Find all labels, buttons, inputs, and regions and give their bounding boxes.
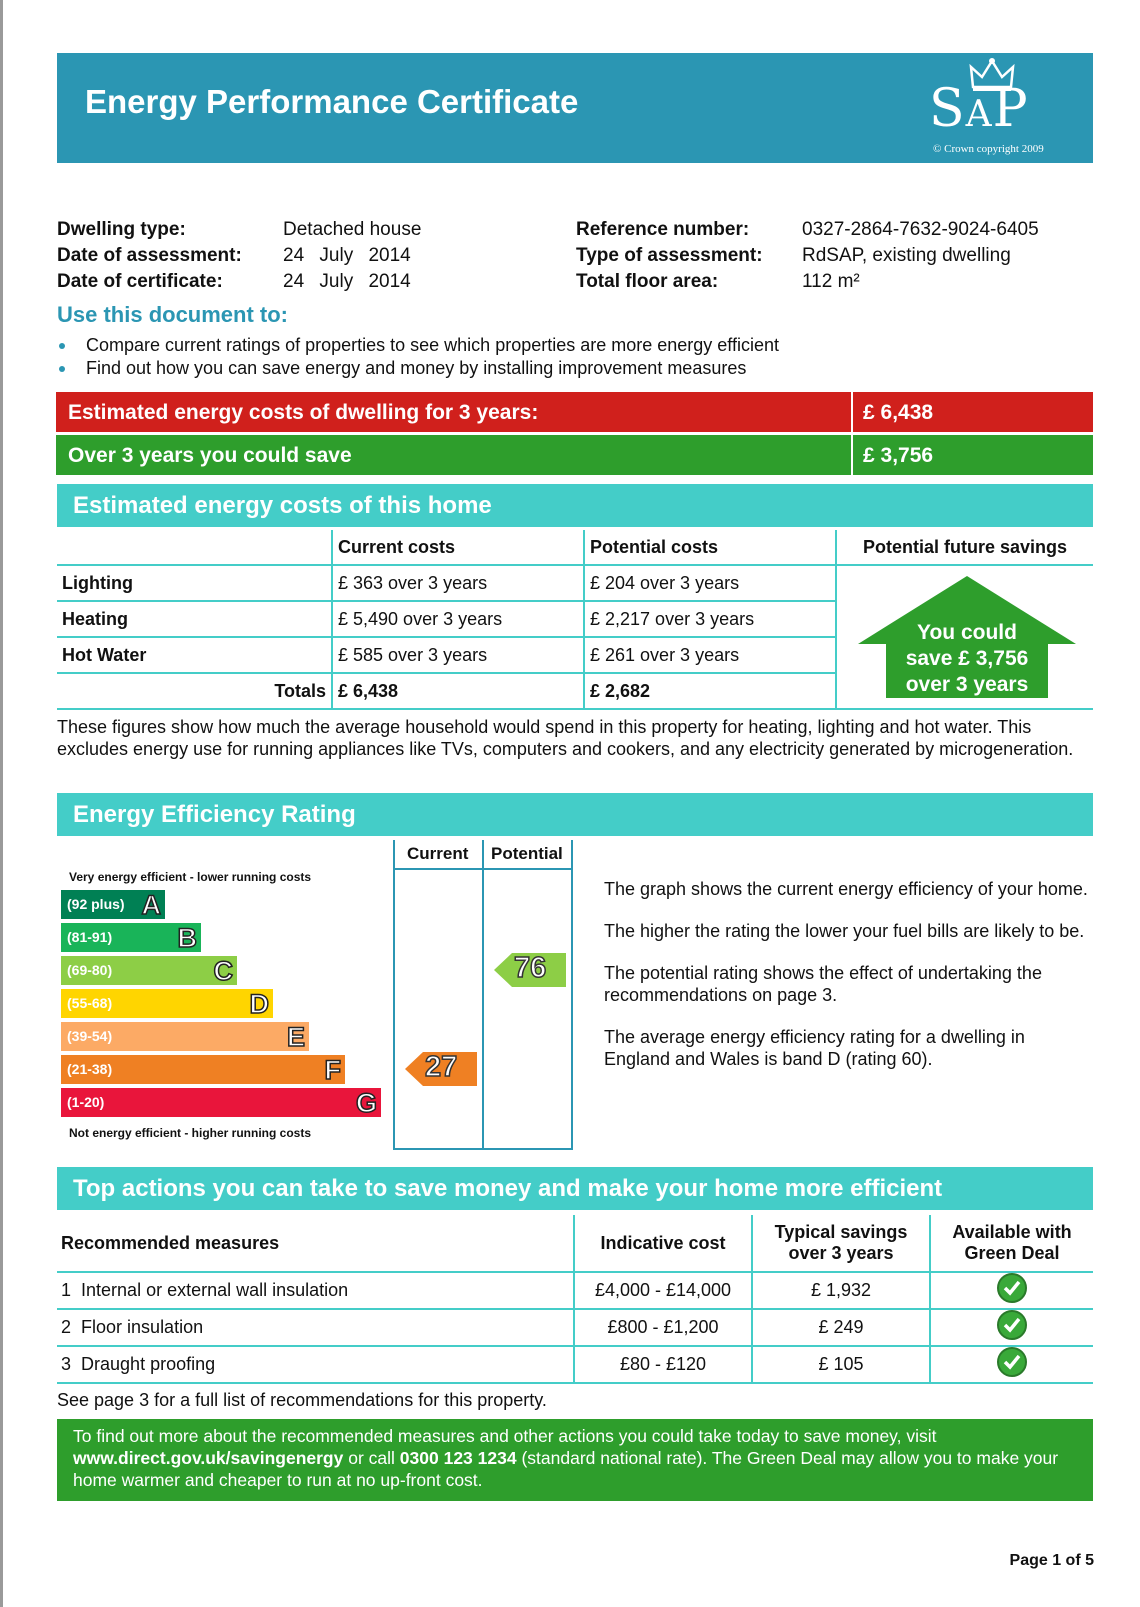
rating-explanation <box>604 878 1094 1090</box>
info-url-link[interactable]: www.direct.gov.uk/savingenergy <box>73 1448 344 1468</box>
band-letter: C <box>213 956 233 986</box>
page-number: Page 1 of 5 <box>1009 1552 1094 1569</box>
savings-cell: £ 105 <box>752 1346 930 1383</box>
measure-cell <box>57 1272 574 1309</box>
rating-band-d <box>61 989 273 1018</box>
band-letter: G <box>355 1088 377 1118</box>
sap-copyright: © Crown copyright 2009 <box>933 143 1044 155</box>
measure-number: 2 <box>61 1317 72 1337</box>
column-border <box>571 840 573 1150</box>
page-title: Energy Performance Certificate <box>85 83 579 120</box>
rating-paragraph: The graph shows the current energy efficiency of your home. <box>604 879 1088 899</box>
measure-name: Internal or external wall insulation <box>81 1280 349 1300</box>
savings-arrow-line: save £ 3,756 <box>905 647 1029 670</box>
band-range: (81-91) <box>67 929 113 945</box>
totals-label: Totals <box>57 673 332 709</box>
band-range: (1-20) <box>67 1094 105 1110</box>
reference-value: 0327-2864-7632-9024-6405 <box>802 219 1039 240</box>
cost-cell: £4,000 - £14,000 <box>574 1272 752 1309</box>
info-text: (standard national rate). The Green Deal may allow you to make your home warmer and cheaper to run at no up-front cost. <box>73 1448 1059 1490</box>
estimated-costs-cell <box>851 392 1095 432</box>
cell-current: £ 585 over 3 years <box>332 637 584 673</box>
savings-cell: £ 1,932 <box>752 1272 930 1309</box>
estimated-costs-value: £ 6,438 <box>863 401 934 424</box>
inefficient-note: Not energy efficient - higher running costs <box>69 1126 312 1140</box>
bullet-icon <box>59 343 65 349</box>
table-header-empty <box>57 530 332 565</box>
could-save-cell <box>851 435 1095 475</box>
rating-paragraph: The potential rating shows the effect of undertaking the recommendations on page 3. <box>604 963 1042 1005</box>
actions-section-title: Top actions you can take to save money and make your home more efficient <box>73 1175 943 1202</box>
column-border <box>482 840 484 1150</box>
reference-label: Reference number: <box>576 219 750 240</box>
rating-band-c <box>61 956 237 985</box>
row-label: Lighting <box>57 565 332 601</box>
check-icon <box>997 1347 1027 1377</box>
info-text: To find out more about the recommended measures and other actions you could take today to save money, visit <box>73 1426 937 1446</box>
savings-cell: £ 249 <box>752 1309 930 1346</box>
costs-explanation: These figures show how much the average household would spend in this property for heating, lighting and hot water. This excludes energy use for running appliances like TVs, computers and cookers, and any electricity generated by microgeneration. <box>57 717 1074 759</box>
green-deal-cell <box>930 1272 1093 1309</box>
band-letter: F <box>324 1055 341 1085</box>
rating-section-title: Energy Efficiency Rating <box>73 801 356 828</box>
use-document-title: Use this document to: <box>57 302 289 327</box>
list-item-text: Compare current ratings of properties to see which properties are more energy efficient <box>86 335 780 355</box>
info-phone: 0300 123 1234 <box>399 1448 517 1468</box>
measure-number: 1 <box>61 1280 72 1300</box>
list-item <box>57 334 779 357</box>
rating-band-f <box>61 1055 345 1084</box>
potential-rating-value: 76 <box>514 952 547 984</box>
column-header-line <box>393 868 573 870</box>
could-save-bar <box>56 435 1093 475</box>
costs-section-header <box>57 484 1093 527</box>
type-assessment-value: RdSAP, existing dwelling <box>802 245 1011 266</box>
column-border <box>393 840 395 1150</box>
band-letter: B <box>177 923 197 953</box>
more-info-box <box>57 1419 1093 1501</box>
measure-number: 3 <box>61 1354 72 1374</box>
green-deal-cell <box>930 1346 1093 1383</box>
rating-section-header <box>57 793 1093 836</box>
page-edge <box>0 0 3 1607</box>
table-row <box>57 1309 1093 1346</box>
actions-section-header <box>57 1167 1093 1210</box>
green-deal-cell <box>930 1309 1093 1346</box>
measure-name: Floor insulation <box>81 1317 204 1337</box>
costs-section-title: Estimated energy costs of this home <box>73 492 492 519</box>
cell-potential: £ 2,217 over 3 years <box>584 601 836 637</box>
info-text: or call <box>348 1448 395 1468</box>
band-range: (55-68) <box>67 995 113 1011</box>
band-letter: E <box>286 1022 305 1052</box>
potential-rating-pointer <box>494 953 566 987</box>
date-certificate-label: Date of certificate: <box>57 271 223 292</box>
cell-potential: £ 261 over 3 years <box>584 637 836 673</box>
cell-current: £ 363 over 3 years <box>332 565 584 601</box>
current-rating-value: 27 <box>425 1051 458 1083</box>
table-header-potential: Potential costs <box>584 530 836 565</box>
measure-name: Draught proofing <box>81 1354 216 1374</box>
savings-arrow-line: You could <box>917 621 1017 644</box>
floor-area-label: Total floor area: <box>576 271 719 292</box>
use-document-list <box>57 334 779 380</box>
floor-area-value: 112 m² <box>802 271 860 292</box>
band-range: (39-54) <box>67 1028 113 1044</box>
measure-cell <box>57 1346 574 1383</box>
type-assessment-label: Type of assessment: <box>576 245 763 266</box>
header-savings: Typical savings over 3 years <box>752 1215 930 1272</box>
totals-current: £ 6,438 <box>332 673 584 709</box>
estimated-costs-label: Estimated energy costs of dwelling for 3 years: <box>68 401 539 424</box>
table-header-savings: Potential future savings <box>836 530 1093 565</box>
rating-band-a <box>61 890 165 919</box>
sap-logo <box>917 57 1067 157</box>
cost-cell: £800 - £1,200 <box>574 1309 752 1346</box>
band-letter: A <box>141 890 161 920</box>
actions-table <box>57 1215 1093 1384</box>
efficiency-rating-chart <box>57 840 582 1150</box>
could-save-label: Over 3 years you could save <box>68 444 352 467</box>
savings-arrow-line: over 3 years <box>905 673 1029 696</box>
column-bottom-line <box>393 1148 573 1150</box>
table-row <box>57 1272 1093 1309</box>
cell-current: £ 5,490 over 3 years <box>332 601 584 637</box>
cell-potential: £ 204 over 3 years <box>584 565 836 601</box>
list-item-text: Find out how you can save energy and money by installing improvement measures <box>86 358 747 378</box>
efficient-note: Very energy efficient - lower running costs <box>69 870 312 884</box>
cost-cell: £80 - £120 <box>574 1346 752 1383</box>
band-range: (69-80) <box>67 962 113 978</box>
band-range: (21-38) <box>67 1061 113 1077</box>
table-header-row <box>57 1215 1093 1272</box>
date-certificate-value: 24 July 2014 <box>283 271 411 292</box>
date-assessment-label: Date of assessment: <box>57 245 242 266</box>
header-green-deal: Available with Green Deal <box>930 1215 1093 1272</box>
list-item <box>57 357 779 380</box>
band-range: (92 plus) <box>67 896 125 912</box>
rating-band-g <box>61 1088 381 1117</box>
header-cost: Indicative cost <box>574 1215 752 1272</box>
current-column-title: Current <box>407 844 469 863</box>
could-save-value: £ 3,756 <box>863 444 934 467</box>
current-rating-pointer <box>405 1052 477 1086</box>
sap-logo-text: SAP <box>929 79 1029 139</box>
check-icon <box>997 1273 1027 1303</box>
table-row <box>57 1346 1093 1383</box>
dwelling-type-label: Dwelling type: <box>57 219 186 240</box>
table-header-current: Current costs <box>332 530 584 565</box>
table-header-row <box>57 530 1093 565</box>
more-info-text <box>73 1425 1078 1491</box>
bullet-icon <box>59 366 65 372</box>
rating-paragraph: The average energy efficiency rating for a dwelling in England and Wales is band D (rating 60). <box>604 1027 1025 1069</box>
header-banner <box>57 53 1093 163</box>
band-letter: D <box>249 989 269 1019</box>
rating-band-b <box>61 923 201 952</box>
rating-band-e <box>61 1022 309 1051</box>
row-label: Heating <box>57 601 332 637</box>
totals-potential: £ 2,682 <box>584 673 836 709</box>
dwelling-type-value: Detached house <box>283 219 422 240</box>
rating-paragraph: The higher the rating the lower your fuel bills are likely to be. <box>604 921 1085 941</box>
date-assessment-value: 24 July 2014 <box>283 245 411 266</box>
check-icon <box>997 1310 1027 1340</box>
row-label: Hot Water <box>57 637 332 673</box>
measure-cell <box>57 1309 574 1346</box>
see-page-note: See page 3 for a full list of recommendations for this property. <box>57 1390 547 1410</box>
savings-arrow-text <box>858 620 1076 698</box>
savings-arrow <box>858 576 1076 698</box>
estimated-costs-bar <box>56 392 1093 432</box>
header-measures: Recommended measures <box>57 1215 574 1272</box>
potential-column-title: Potential <box>491 844 563 863</box>
